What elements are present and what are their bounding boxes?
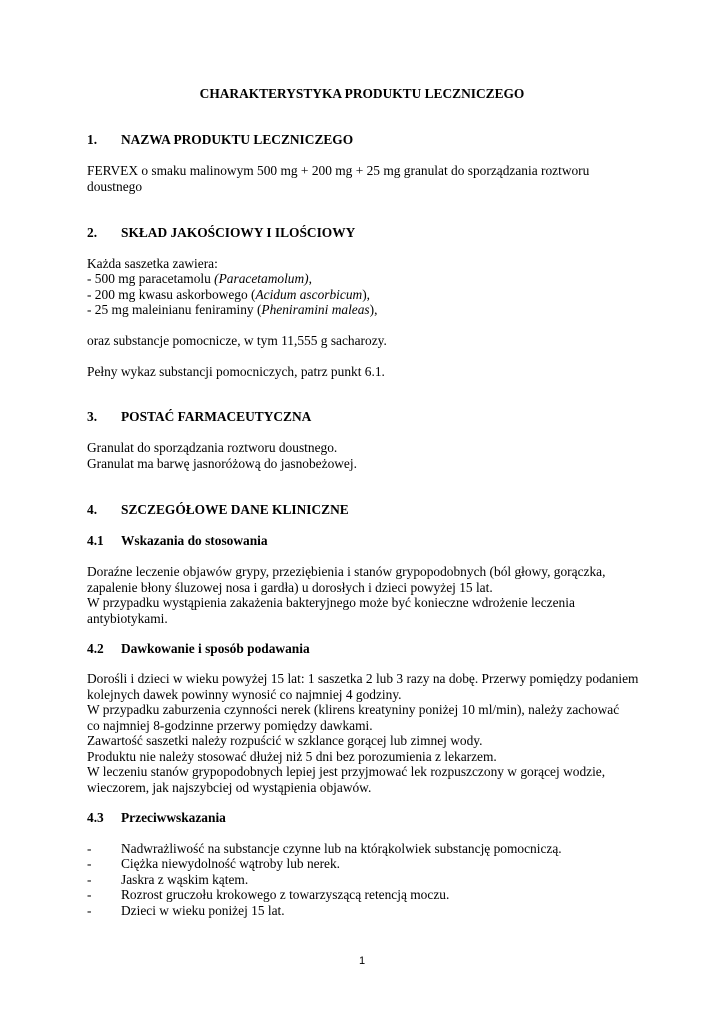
section-2-number: 2. <box>87 225 98 240</box>
composition-item-suffix: , <box>308 271 312 286</box>
posology-line: W przypadku zaburzenia czynności nerek (klirens kreatyniny poniżej 10 ml/min), należy zachować <box>87 702 620 717</box>
excipients-text: oraz substancje pomocnicze, w tym 11,555 g sacharozy. <box>87 333 387 348</box>
indications-line: zapalenie błony śluzowej nosa i gardła) u dorosłych i dzieci powyżej 15 lat. <box>87 580 493 595</box>
dosage-form-line-1: Granulat do sporządzania roztworu doustnego. <box>87 440 338 455</box>
list-bullet: - <box>87 903 92 918</box>
full-excipient-list-ref: Pełny wykaz substancji pomocniczych, patrz punkt 6.1. <box>87 364 385 379</box>
composition-item-suffix: ), <box>362 287 371 302</box>
indications-line: antybiotykami. <box>87 611 168 626</box>
section-4-3-number: 4.3 <box>87 810 104 825</box>
section-2-heading: SKŁAD JAKOŚCIOWY I ILOŚCIOWY <box>121 225 356 240</box>
section-3-heading: POSTAĆ FARMACEUTYCZNA <box>121 409 312 424</box>
posology-line: Dorośli i dzieci w wieku powyżej 15 lat: 1 saszetka 2 lub 3 razy na dobę. Przerwy pomiędzy podaniem <box>87 671 639 686</box>
composition-item-latin: Acidum ascorbicum <box>255 287 363 302</box>
section-4-1-number: 4.1 <box>87 533 104 548</box>
list-bullet: - <box>87 841 92 856</box>
section-4-2-heading: Dawkowanie i sposób podawania <box>121 641 310 656</box>
posology-line: kolejnych dawek powinny wynosić co najmniej 4 godziny. <box>87 687 402 702</box>
composition-item <box>87 302 377 318</box>
section-3-number: 3. <box>87 409 98 424</box>
section-1-number: 1. <box>87 132 98 147</box>
composition-intro: Każda saszetka zawiera: <box>87 256 218 271</box>
composition-item-suffix: ), <box>369 302 378 317</box>
contraindication-item: Jaskra z wąskim kątem. <box>121 872 249 887</box>
composition-item-latin: Pheniramini maleas <box>261 302 370 317</box>
indications-line: Doraźne leczenie objawów grypy, przeziębienia i stanów grypopodobnych (ból głowy, gorączka, <box>87 564 606 579</box>
list-bullet: - <box>87 856 92 871</box>
posology-line: Produktu nie należy stosować dłużej niż 5 dni bez porozumienia z lekarzem. <box>87 749 497 764</box>
composition-item-text: - 200 mg kwasu askorbowego ( <box>87 287 256 302</box>
posology-line: co najmniej 8-godzinne przerwy pomiędzy dawkami. <box>87 718 373 733</box>
composition-item-text: - 500 mg paracetamolu <box>87 271 215 286</box>
composition-item <box>87 271 312 287</box>
contraindication-item: Ciężka niewydolność wątroby lub nerek. <box>121 856 341 871</box>
product-name-line-1: FERVEX o smaku malinowym 500 mg + 200 mg + 25 mg granulat do sporządzania roztworu <box>87 163 590 178</box>
section-4-number: 4. <box>87 502 98 517</box>
section-4-heading: SZCZEGÓŁOWE DANE KLINICZNE <box>121 502 349 517</box>
posology-line: W leczeniu stanów grypopodobnych lepiej jest przyjmować lek rozpuszczony w gorącej wodzie, <box>87 764 606 779</box>
product-name-line-2: doustnego <box>87 179 143 194</box>
document-title: CHARAKTERYSTYKA PRODUKTU LECZNICZEGO <box>199 86 525 101</box>
contraindication-item: Rozrost gruczołu krokowego z towarzyszącą retencją moczu. <box>121 887 450 902</box>
section-4-2-number: 4.2 <box>87 641 104 656</box>
posology-line: wieczorem, jak najszybciej od wystąpienia objawów. <box>87 780 372 795</box>
page-number: 1 <box>358 955 366 967</box>
dosage-form-line-2: Granulat ma barwę jasnoróżową do jasnobeżowej. <box>87 456 357 471</box>
contraindication-item: Nadwrażliwość na substancje czynne lub na którąkolwiek substancję pomocniczą. <box>121 841 562 856</box>
composition-item-latin: (Paracetamolum) <box>214 271 309 286</box>
composition-item <box>87 287 370 303</box>
section-4-3-heading: Przeciwwskazania <box>121 810 226 825</box>
indications-line: W przypadku wystąpienia zakażenia bakteryjnego może być konieczne wdrożenie leczenia <box>87 595 575 610</box>
list-bullet: - <box>87 887 92 902</box>
list-bullet: - <box>87 872 92 887</box>
composition-item-text: - 25 mg maleinianu feniraminy ( <box>87 302 262 317</box>
posology-line: Zawartość saszetki należy rozpuścić w szklance gorącej lub zimnej wody. <box>87 733 483 748</box>
section-4-1-heading: Wskazania do stosowania <box>121 533 268 548</box>
contraindication-item: Dzieci w wieku poniżej 15 lat. <box>121 903 285 918</box>
section-1-heading: NAZWA PRODUKTU LECZNICZEGO <box>121 132 354 147</box>
